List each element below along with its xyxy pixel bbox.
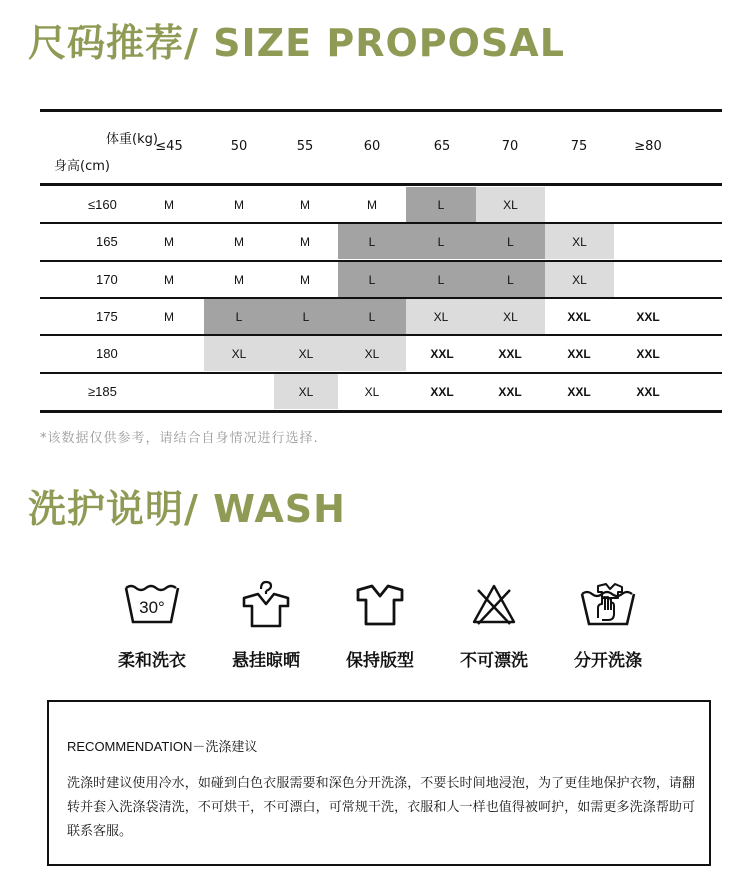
size-cell: XL bbox=[364, 384, 380, 399]
size-cell: M bbox=[164, 197, 174, 212]
size-cell: L bbox=[204, 299, 274, 334]
size-cell: M bbox=[300, 272, 310, 287]
size-cell: XL bbox=[406, 299, 476, 334]
size-cell bbox=[139, 374, 199, 409]
size-cell: L bbox=[476, 224, 545, 259]
size-cell: M bbox=[164, 309, 174, 324]
keep-shape-icon bbox=[340, 580, 420, 630]
size-cell: L bbox=[406, 262, 476, 297]
table-rule bbox=[40, 109, 722, 112]
weight-column-header: 65 bbox=[433, 139, 451, 154]
size-cell bbox=[618, 224, 678, 259]
height-header: 身高(cm) bbox=[54, 159, 110, 174]
size-cell: XXL bbox=[430, 346, 454, 361]
size-cell: XL bbox=[476, 299, 545, 334]
size-cell: L bbox=[338, 299, 406, 334]
size-cell: L bbox=[406, 187, 476, 222]
weight-column-header: 50 bbox=[230, 139, 248, 154]
size-cell: XXL bbox=[567, 346, 591, 361]
table-rule bbox=[40, 410, 722, 413]
size-cell: L bbox=[338, 262, 406, 297]
size-cell: XXL bbox=[498, 384, 522, 399]
table-rule bbox=[40, 183, 722, 186]
size-cell: M bbox=[234, 197, 244, 212]
size-cell: XXL bbox=[636, 309, 660, 324]
care-label-hang-dry: 悬挂晾晒 bbox=[232, 651, 300, 671]
hang-dry-icon bbox=[226, 580, 306, 630]
size-cell: XL bbox=[545, 224, 614, 259]
size-cell: M bbox=[300, 197, 310, 212]
wash-30-icon bbox=[112, 580, 192, 626]
height-row-label: 175 bbox=[96, 309, 118, 324]
height-row-label: 165 bbox=[96, 234, 118, 249]
no-bleach-icon bbox=[454, 580, 534, 630]
size-cell: XL bbox=[476, 187, 545, 222]
weight-header: 体重(kg) bbox=[106, 132, 158, 147]
size-cell: M bbox=[300, 234, 310, 249]
care-label-keep-shape: 保持版型 bbox=[346, 651, 414, 671]
size-cell: XXL bbox=[636, 346, 660, 361]
size-cell: L bbox=[476, 262, 545, 297]
size-cell: M bbox=[234, 272, 244, 287]
height-row-label: 170 bbox=[96, 272, 118, 287]
size-cell: XXL bbox=[430, 384, 454, 399]
size-cell: XXL bbox=[567, 384, 591, 399]
weight-column-header: ≤45 bbox=[155, 139, 183, 154]
recommendation-title: RECOMMENDATION－洗涤建议 bbox=[67, 739, 258, 754]
size-cell: M bbox=[367, 197, 377, 212]
size-cell: XL bbox=[204, 336, 274, 371]
size-proposal-title: 尺码推荐/ SIZE PROPOSAL bbox=[28, 21, 565, 65]
height-row-label: ≤160 bbox=[88, 197, 117, 212]
weight-column-header: 60 bbox=[363, 139, 381, 154]
weight-column-header: 75 bbox=[570, 139, 588, 154]
recommendation-box bbox=[47, 700, 711, 866]
svg-text:30°: 30° bbox=[139, 598, 165, 617]
size-cell: XL bbox=[545, 262, 614, 297]
size-cell bbox=[139, 336, 199, 371]
size-cell: M bbox=[164, 234, 174, 249]
size-cell: XL bbox=[338, 336, 406, 371]
height-row-label: ≥185 bbox=[88, 384, 117, 399]
size-cell bbox=[549, 187, 609, 222]
size-note: *该数据仅供参考，请结合自身情况进行选择. bbox=[40, 431, 319, 446]
size-cell bbox=[618, 187, 678, 222]
wash-separately-icon bbox=[568, 580, 648, 630]
weight-column-header: ≥80 bbox=[634, 139, 662, 154]
size-cell: L bbox=[274, 299, 338, 334]
size-cell: L bbox=[338, 224, 406, 259]
size-cell: M bbox=[164, 272, 174, 287]
weight-column-header: 55 bbox=[296, 139, 314, 154]
size-cell: XL bbox=[274, 374, 338, 409]
wash-title: 洗护说明/ WASH bbox=[28, 487, 346, 531]
size-cell: XXL bbox=[636, 384, 660, 399]
size-cell: M bbox=[234, 234, 244, 249]
care-label-no-bleach: 不可漂洗 bbox=[460, 651, 528, 671]
care-label-gentle-wash: 柔和洗衣 bbox=[118, 651, 186, 671]
care-label-wash-separately: 分开洗涤 bbox=[574, 651, 642, 671]
size-cell: XL bbox=[274, 336, 338, 371]
size-cell: L bbox=[406, 224, 476, 259]
size-cell: XXL bbox=[567, 309, 591, 324]
weight-column-header: 70 bbox=[501, 139, 519, 154]
height-row-label: 180 bbox=[96, 346, 118, 361]
size-cell bbox=[618, 262, 678, 297]
size-cell: XXL bbox=[498, 346, 522, 361]
recommendation-body: 洗涤时建议使用冷水，如碰到白色衣服需要和深色分开洗涤，不要长时间地浸泡，为了更佳地保护衣物，请翻转并套入洗涤袋清洗，不可烘干，不可漂白，可常规干洗，衣服和人一样也值得被呵护，如需更多洗涤帮助可联系客服。 bbox=[67, 776, 695, 839]
size-cell bbox=[209, 374, 269, 409]
